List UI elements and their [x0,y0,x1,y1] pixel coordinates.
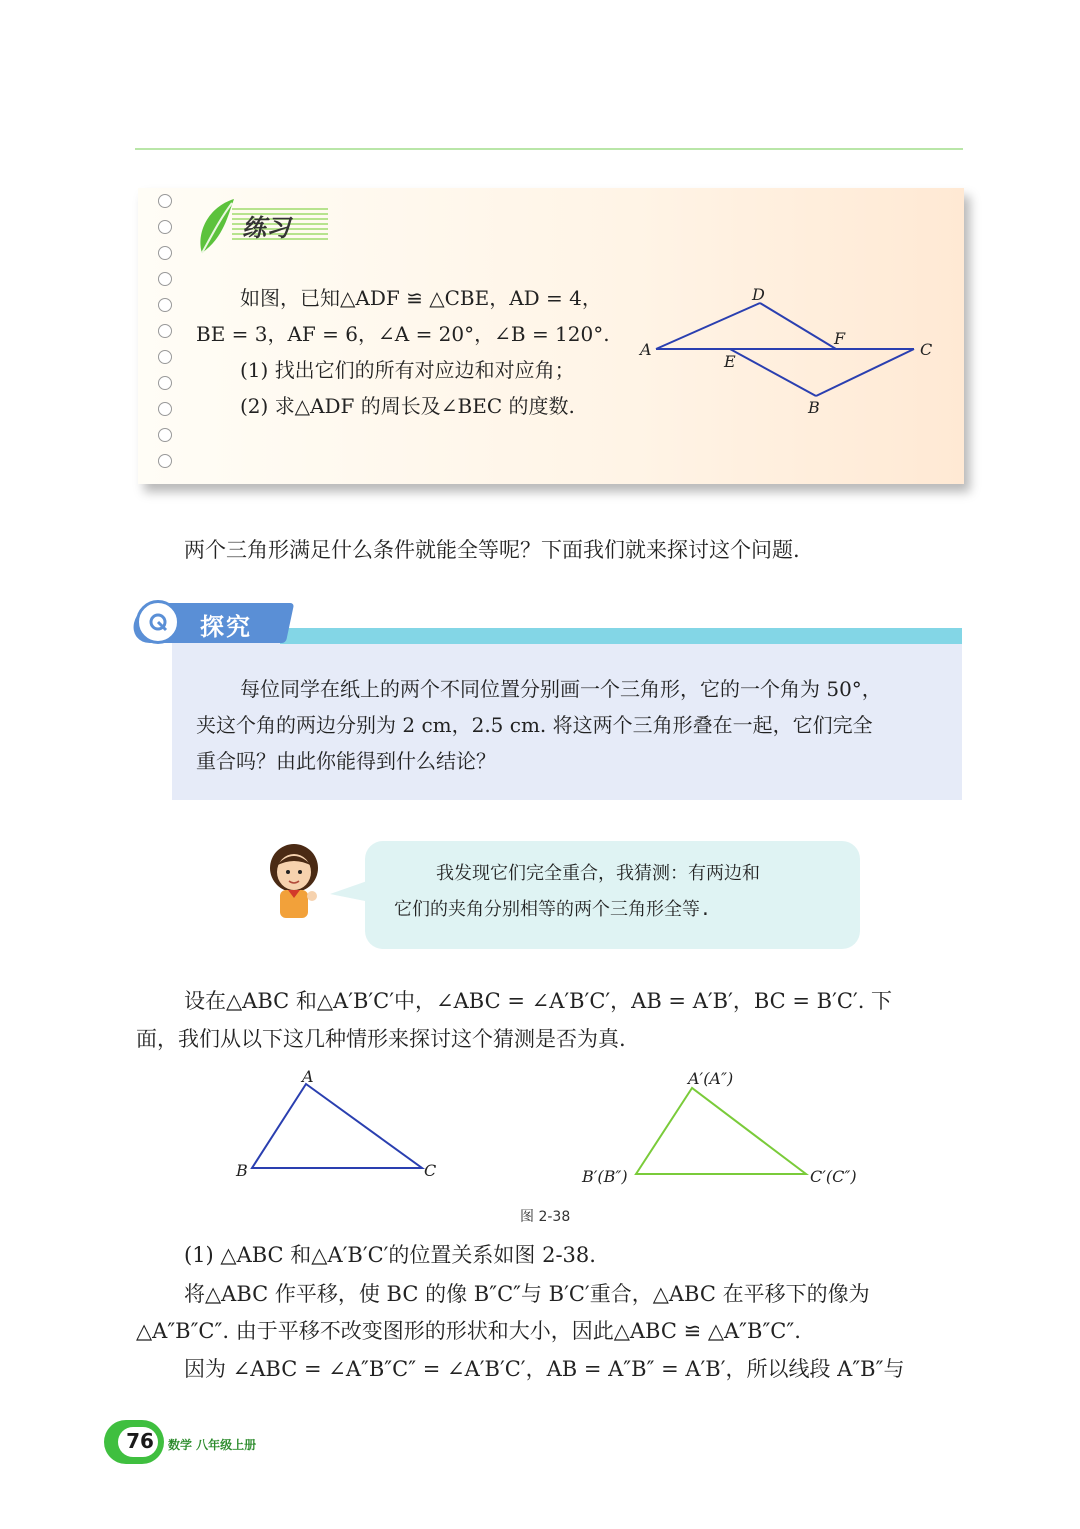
practice-figure [630,280,950,420]
label-C: C [424,1161,437,1180]
binder-ring [158,454,172,468]
fig-label-e: E [724,352,736,371]
fig-label-f: F [834,329,846,348]
explore-line-1: 每位同学在纸上的两个不同位置分别画一个三角形，它的一个角为 50°， [240,677,882,701]
para2-line-4: 因为 ∠ABC = ∠A″B″C″ = ∠A′B′C′，AB = A″B″ = A′B′，所以线段 A″B″与 [184,1357,905,1381]
intro-text: 两个三角形满足什么条件就能全等呢？下面我们就来探讨这个问题. [184,538,800,562]
bubble-line-2: 它们的夹角分别相等的两个三角形全等. [394,899,711,920]
fig-label-d: D [752,285,765,304]
fig-label-a: A [640,340,652,359]
bubble-line-1: 我发现它们完全重合，我猜测：有两边和 [436,863,760,884]
page-number: 76 [126,1429,154,1453]
binder-ring [158,220,172,234]
binder-ring [158,298,172,312]
practice-line-4: (2) 求△ADF 的周长及∠BEC 的度数. [240,394,575,418]
bubble-tail [330,876,370,906]
explore-line-2: 夹这个角的两边分别为 2 cm，2.5 cm. 将这两个三角形叠在一起，它们完全 [196,713,873,737]
triangle-a-prime [636,1088,806,1174]
key-icon [146,610,170,634]
binder-ring [158,324,172,338]
figure-caption: 图 2-38 [520,1209,571,1225]
binder-ring [158,350,172,364]
student-avatar [262,838,326,922]
fig-label-c: C [920,340,933,359]
fig-label-b: B [808,398,820,417]
binder-ring [158,246,172,260]
binder-ring [158,194,172,208]
practice-title: 练习 [242,214,290,242]
para1-line-1: 设在△ABC 和△A′B′C′中，∠ABC = ∠A′B′C′，AB = A′B′，BC = B′C′. 下 [184,989,893,1013]
explore-band [280,628,962,644]
binder-ring [158,428,172,442]
practice-line-2: BE = 3，AF = 6，∠A = 20°，∠B = 120°. [196,322,610,346]
label-B-prime: B′(B″) [582,1167,628,1186]
triangle-abc [252,1084,422,1168]
binder-ring [158,402,172,416]
figure-2-38 [226,1064,886,1194]
explore-line-3: 重合吗？由此你能得到什么结论？ [196,749,496,773]
para2-line-3: △A″B″C″. 由于平移不改变图形的形状和大小，因此△ABC ≌ △A″B″C″. [136,1319,801,1343]
label-A: A [302,1067,314,1086]
label-B: B [236,1161,248,1180]
para2-line-1: (1) △ABC 和△A′B′C′的位置关系如图 2-38. [184,1243,596,1267]
para1-line-2: 面，我们从以下这几种情形来探讨这个猜测是否为真. [136,1027,626,1051]
footer-book-title: 数学 八年级上册 [168,1438,257,1452]
top-divider [135,148,963,150]
explore-title: 探究 [200,613,252,641]
label-A-prime: A′(A″) [688,1069,734,1088]
practice-line-3: (1) 找出它们的所有对应边和对应角； [240,358,575,382]
label-C-prime: C′(C″) [810,1167,857,1186]
binder-ring [158,272,172,286]
para2-line-2: 将△ABC 作平移，使 BC 的像 B″C″与 B′C′重合，△ABC 在平移下的像为 [184,1282,870,1306]
practice-line-1: 如图，已知△ADF ≌ △CBE，AD = 4， [240,286,602,310]
binder-ring [158,376,172,390]
